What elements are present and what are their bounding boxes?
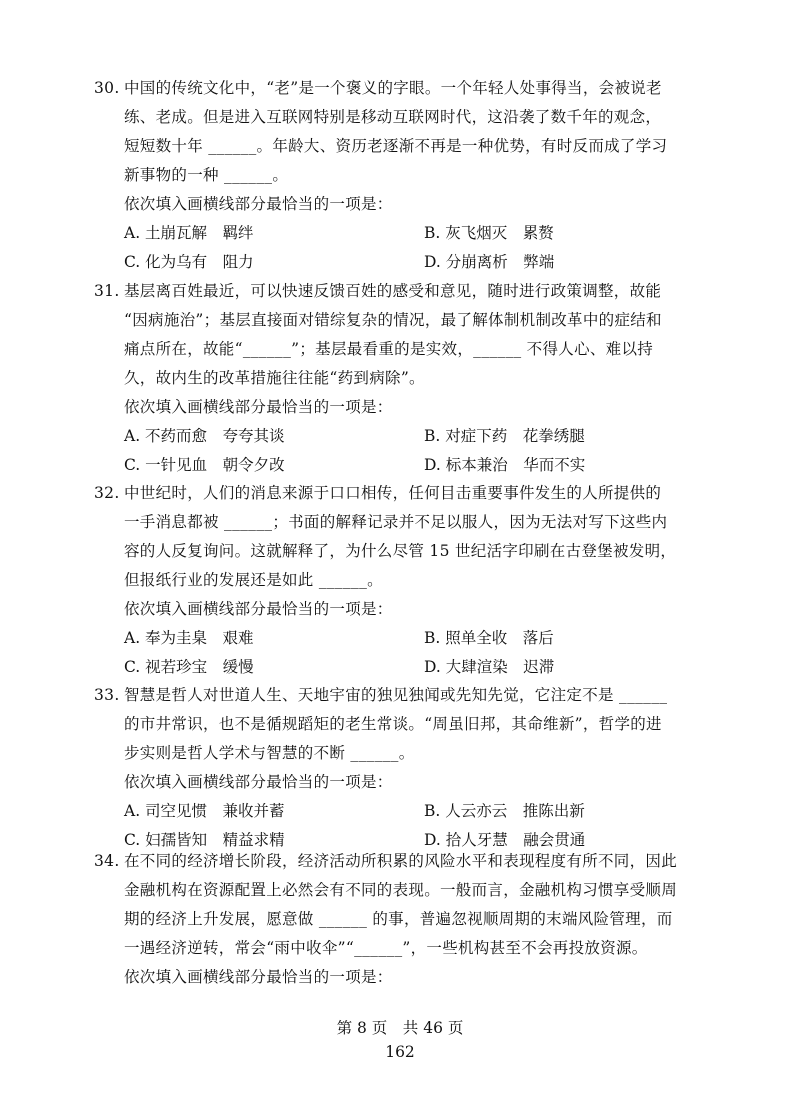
question-text-line: 久，故内生的改革措施往往能“药到病除”。 bbox=[124, 369, 425, 387]
question-number: 33. bbox=[94, 686, 120, 704]
page-counter: 第 8 页 共 46 页 bbox=[336, 1019, 464, 1037]
option-a: A. 奉为圭臬 艰难 bbox=[124, 629, 254, 647]
option-b: B. 灰飞烟灭 累赘 bbox=[424, 224, 554, 242]
question-text-line: “因病施治”；基层直接面对错综复杂的情况，最了解体制机制改革中的症结和 bbox=[124, 311, 662, 329]
question-prompt: 依次填入画横线部分最恰当的一项是： bbox=[124, 600, 393, 618]
question-text-line: 练、老成。但是进入互联网特别是移动互联网时代，这沿袭了数千年的观念， bbox=[124, 108, 662, 126]
page-number: 162 bbox=[385, 1043, 415, 1061]
question-text-line: 期的经济上升发展，愿意做 ______ 的事，普遍忽视顺周期的末端风险管理，而 bbox=[124, 910, 673, 928]
question-text-line: 但报纸行业的发展还是如此 ______。 bbox=[124, 571, 383, 589]
option-b: B. 对症下药 花拳绣腿 bbox=[424, 427, 585, 445]
options-list bbox=[94, 422, 694, 480]
option-a: A. 不药而愈 夸夸其谈 bbox=[124, 427, 285, 445]
question-text-line: 步实则是哲人学术与智慧的不断 ______。 bbox=[124, 744, 415, 762]
option-c: C. 一针见血 朝令夕改 bbox=[124, 456, 285, 474]
options-list bbox=[94, 624, 694, 682]
question-text-line: 在不同的经济增长阶段，经济活动所积累的风险水平和表现程度有所不同，因此 bbox=[124, 852, 678, 870]
question-text-line: 一遇经济逆转，常会“雨中收伞”“______”，一些机构甚至不会再投放资源。 bbox=[124, 939, 648, 957]
question-number: 31. bbox=[94, 282, 120, 300]
question-text-line: 一手消息都被 ______；书面的解释记录并不足以服人，因为无法对写下这些内 bbox=[124, 513, 668, 531]
question-text-line: 痛点所在，故能“______”；基层最看重的是实效，______ 不得人心、难以持 bbox=[124, 340, 654, 358]
question-text-line: 金融机构在资源配置上必然会有不同的表现。一般而言，金融机构习惯享受顺周 bbox=[124, 881, 678, 899]
option-d: D. 拾人牙慧 融会贯通 bbox=[424, 831, 586, 849]
option-d: D. 标本兼治 华而不实 bbox=[424, 456, 586, 474]
question-number: 34. bbox=[94, 852, 120, 870]
option-b: B. 照单全收 落后 bbox=[424, 629, 554, 647]
option-a: A. 司空见惯 兼收并蓄 bbox=[124, 802, 285, 820]
option-d: D. 大肆渲染 迟滞 bbox=[424, 658, 555, 676]
question-text-line: 智慧是哲人对世道人生、天地宇宙的独见独闻或先知先觉，它注定不是 ______ bbox=[124, 686, 668, 704]
question-text-line: 新事物的一种 ______。 bbox=[124, 166, 289, 184]
question-prompt: 依次填入画横线部分最恰当的一项是： bbox=[124, 398, 393, 416]
option-c: C. 妇孺皆知 精益求精 bbox=[124, 831, 285, 849]
question-text-line: 基层离百姓最近，可以快速反馈百姓的感受和意见，随时进行政策调整，故能 bbox=[124, 282, 662, 300]
question-prompt: 依次填入画横线部分最恰当的一项是： bbox=[124, 195, 393, 213]
question-33 bbox=[94, 681, 694, 855]
options-list bbox=[94, 219, 694, 277]
question-32 bbox=[94, 479, 694, 682]
question-31 bbox=[94, 277, 694, 480]
question-text-line: 中国的传统文化中，“老”是一个褒义的字眼。一个年轻人处事得当，会被说老 bbox=[124, 79, 662, 97]
question-prompt: 依次填入画横线部分最恰当的一项是： bbox=[124, 773, 393, 791]
question-text-line: 的市井常识，也不是循规蹈矩的老生常谈。“周虽旧邦，其命维新”，哲学的进 bbox=[124, 715, 662, 733]
option-a: A. 土崩瓦解 羁绊 bbox=[124, 224, 254, 242]
option-c: C. 视若珍宝 缓慢 bbox=[124, 658, 254, 676]
option-d: D. 分崩离析 弊端 bbox=[424, 253, 555, 271]
question-prompt: 依次填入画横线部分最恰当的一项是： bbox=[124, 968, 393, 986]
option-b: B. 人云亦云 推陈出新 bbox=[424, 802, 585, 820]
question-text-line: 中世纪时，人们的消息来源于口口相传，任何目击重要事件发生的人所提供的 bbox=[124, 484, 662, 502]
question-30 bbox=[94, 74, 694, 277]
question-34 bbox=[94, 847, 694, 992]
option-c: C. 化为乌有 阻力 bbox=[124, 253, 254, 271]
question-text-line: 短短数十年 ______。年龄大、资历老逐渐不再是一种优势，有时反而成了学习 bbox=[124, 137, 668, 155]
question-number: 32. bbox=[94, 484, 120, 502]
question-text-line: 容的人反复询问。这就解释了，为什么尽管 15 世纪活字印刷在古登堡被发明， bbox=[124, 542, 677, 560]
question-number: 30. bbox=[94, 79, 120, 97]
